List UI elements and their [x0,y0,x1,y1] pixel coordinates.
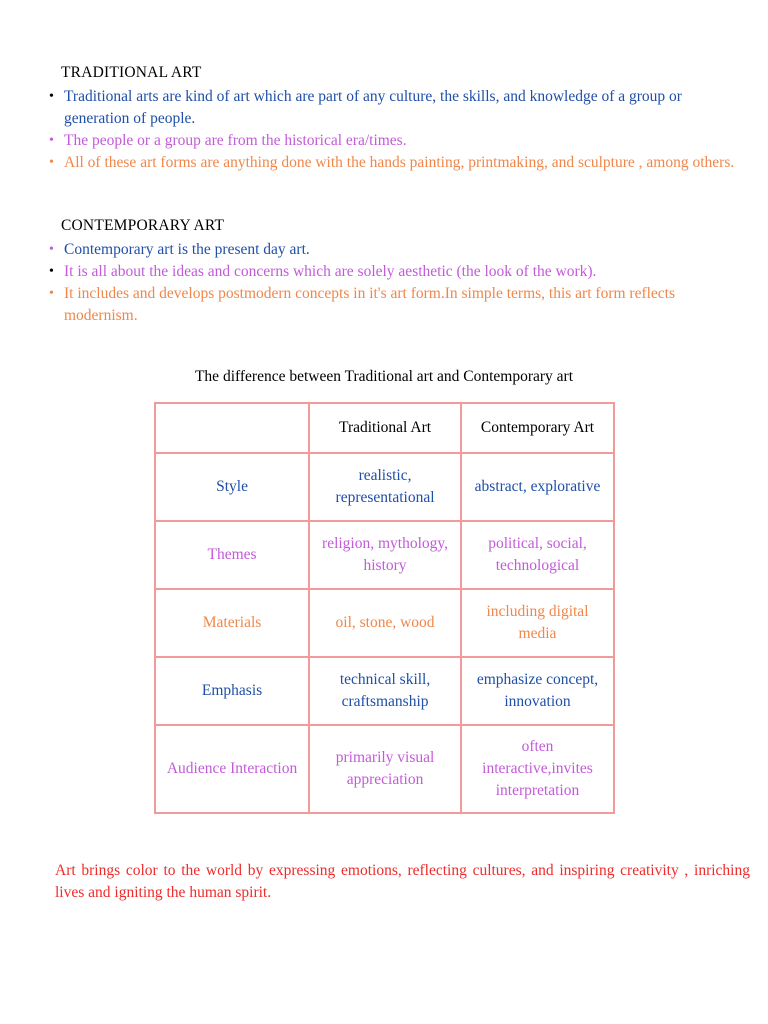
traditional-bullet-1 [0,86,768,130]
bullet-icon: • [49,155,54,170]
bullet-icon: • [49,286,54,301]
header-cell-contemporary: Contemporary Art [461,403,614,453]
row-label: Style [155,453,309,521]
contemporary-cell: including digital media [461,589,614,657]
bullet-text: Contemporary art is the present day art. [64,241,310,258]
row-label: Emphasis [155,657,309,725]
bullet-icon: • [49,133,54,148]
traditional-cell: technical skill, craftsmanship [309,657,461,725]
contemporary-cell: political, social, technological [461,521,614,589]
table-row-materials [155,589,614,657]
row-label: Audience Interaction [155,725,309,813]
traditional-bullet-3 [0,152,768,174]
traditional-cell: oil, stone, wood [309,589,461,657]
bullet-text: It includes and develops postmodern concepts in it's art form.In simple terms, this art form reflects modernism. [64,285,676,324]
contemporary-cell: emphasize concept, innovation [461,657,614,725]
row-label: Materials [155,589,309,657]
bullet-icon: • [49,264,54,279]
contemporary-bullet-list [0,239,768,327]
table-caption: The difference between Traditional art and Contemporary art [194,368,574,385]
table-header-row [155,403,614,453]
traditional-bullet-2 [0,130,768,152]
traditional-cell: primarily visual appreciation [309,725,461,813]
bullet-text: The people or a group are from the historical era/times. [64,132,407,149]
traditional-cell: religion, mythology, history [309,521,461,589]
row-label: Themes [155,521,309,589]
bullet-text: All of these art forms are anything done with the hands painting, printmaking, and sculpture , among others. [64,154,735,171]
bullet-text: Traditional arts are kind of art which are part of any culture, the skills, and knowledge of a group or generation of people. [64,88,682,127]
header-cell-empty [155,403,309,453]
comparison-table [154,402,615,814]
contemporary-heading: CONTEMPORARY ART [61,217,225,234]
traditional-heading: TRADITIONAL ART [61,64,202,81]
table-row-emphasis [155,657,614,725]
traditional-bullet-list [0,86,768,174]
table-row-audience-interaction [155,725,614,813]
table-row-themes [155,521,614,589]
bullet-text: It is all about the ideas and concerns which are solely aesthetic (the look of the work). [64,263,597,280]
contemporary-bullet-3 [0,283,768,327]
header-cell-traditional: Traditional Art [309,403,461,453]
table-row-style [155,453,614,521]
bullet-icon: • [49,242,54,257]
contemporary-cell: abstract, explorative [461,453,614,521]
bullet-icon: • [49,89,54,104]
contemporary-bullet-1 [0,239,768,261]
closing-paragraph: Art brings color to the world by expressing emotions, reflecting cultures, and inspiring creativity , inriching lives and igniting the human spirit. [55,862,750,901]
contemporary-cell: often interactive,invites interpretation [461,725,614,813]
contemporary-bullet-2 [0,261,768,283]
traditional-cell: realistic, representational [309,453,461,521]
